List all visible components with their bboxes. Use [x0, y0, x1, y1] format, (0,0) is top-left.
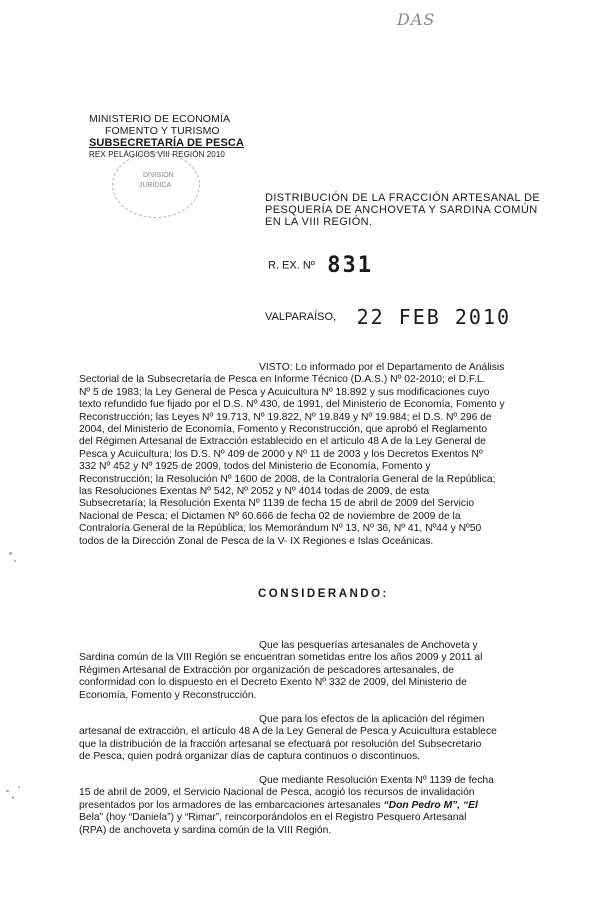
- visto-paragraph: [79, 362, 520, 548]
- visto-line: Nº 5 de 1983; la Ley General de Pesca y Acuicultura Nº 18.892 y sus modificaciones cuyo: [79, 386, 490, 398]
- visto-line: Reconstrucción; las Leyes Nº 19.713, Nº 19.822, Nº 19.849 y Nº 19.984; el D.S. Nº 296 de: [79, 411, 492, 423]
- scan-speck: [9, 552, 12, 555]
- visto-line: 332 Nº 452 y Nº 1925 de 2009, todos del Ministerio de Economía, Fomento y: [79, 461, 431, 473]
- considerando-line: Que para los efectos de la aplicación del régimen: [259, 714, 485, 725]
- visto-line: Sectorial de la Subsecretaría de Pesca en Informe Técnico (D.A.S.) Nº 02-2010; el D.F.L.: [79, 374, 486, 386]
- visto-line: Nacional de Pesca; el Dictamen Nº 60.666 de fecha 02 de noviembre de 2009 de la: [79, 510, 461, 522]
- ministry-line-1: MINISTERIO DE ECONOMÍA: [89, 113, 231, 125]
- considerando-paragraph-2: [79, 714, 520, 764]
- ministry-line-2: FOMENTO Y TURISMO: [105, 125, 220, 137]
- vessel-names: “Don Pedro M”, “El: [383, 799, 478, 811]
- reference-line: REX PELÁGICOS VIII REGIÓN 2010: [89, 150, 225, 159]
- considerando-line: Que las pesquerías artesanales de Anchoveta y: [259, 640, 478, 651]
- city: VALPARAÍSO,: [265, 311, 337, 323]
- considerando-line: Régimen Artesanal de Extracción por organización de pescadores artesanales, de: [79, 664, 454, 676]
- title-line-2: PESQUERÍA DE ANCHOVETA Y SARDINA COMÚN: [265, 204, 538, 216]
- scan-speck: [6, 790, 9, 792]
- considerando-paragraph-1: [79, 640, 520, 702]
- visto-line: Subsecretaría; la Resolución Exenta Nº 1139 de fecha 15 de abril de 2009 del Servicio: [79, 498, 475, 510]
- considerando-line: que la distribución de la fracción artesanal se efectuará por resolución del Subsecretario: [79, 738, 482, 750]
- visto-line: del Régimen Artesanal de Extracción establecido en el artículo 48 A de la Ley General de: [79, 436, 486, 448]
- resolution-number: 831: [327, 253, 374, 278]
- title-line-3: EN LA VIII REGIÓN.: [265, 216, 373, 228]
- resolution-number-row: [268, 253, 373, 278]
- title-line-1: DISTRIBUCIÓN DE LA FRACCIÓN ARTESANAL DE: [265, 192, 541, 204]
- visto-line: texto refundido fue fijado por el D.S. Nº 430, de 1991, del Ministerio de Economía, Fomento y: [79, 399, 505, 411]
- subsecretaria-heading: SUBSECRETARÍA DE PESCA: [89, 137, 244, 149]
- considerando-heading: CONSIDERANDO:: [258, 588, 389, 600]
- scan-speck: [14, 560, 16, 562]
- resolution-label: R. EX. Nº: [268, 259, 315, 272]
- considerando-line: (RPA) de anchoveta y sardina común de la VIII Región.: [79, 824, 332, 836]
- place-date-row: [265, 305, 511, 329]
- considerando-line: Sardina común de la VIII Región se encuentran sometidas entre los años 2009 y 2011 al: [79, 652, 483, 664]
- considerando-line: Economía, Fomento y Reconstrucción.: [79, 689, 257, 701]
- visto-line: Pesca y Acuicultura; los D.S. Nº 409 de 2000 y Nº 11 de 2003 y los Decretos Exentos Nº: [79, 448, 483, 460]
- document-title: [265, 192, 585, 228]
- considerando-line: [79, 800, 520, 812]
- date-stamp: 22 FEB 2010: [356, 305, 512, 329]
- handwritten-tag: DAS: [397, 10, 436, 29]
- stamp-text-1: DIVISIÓN: [143, 172, 174, 179]
- visto-line: las Resoluciones Exentas Nº 542, Nº 2052 y Nº 4014 todas de 2009, de esta: [79, 486, 430, 498]
- considerando-line: artesanal de extracción, el artículo 48 A de la Ley General de Pesca y Acuicultura establece: [79, 726, 497, 738]
- visto-line: Reconstrucción; la Resolución Nº 1600 de 2008, de la Contraloría General de la República;: [79, 473, 496, 485]
- scan-speck: [12, 796, 14, 799]
- considerando-line: Que mediante Resolución Exenta Nº 1139 de fecha: [259, 775, 494, 786]
- considerando-line: Bela” (hoy “Daniela”) y “Rimar”, reincorporándolos en el Registro Pesquero Artesanal: [79, 812, 467, 824]
- considerando-line: conformidad con lo dispuesto en el Decreto Exento Nº 332 de 2009, del Ministerio de: [79, 677, 467, 689]
- division-stamp: [112, 152, 200, 218]
- considerando-line: de Pesca, quien podrá organizar días de captura continuos o discontinuos.: [79, 751, 421, 763]
- visto-line: todos de la Dirección Zonal de Pesca de la V- IX Regiones e Islas Oceánicas.: [79, 535, 434, 547]
- visto-line: 2004, del Ministerio de Economía, Fomento y Reconstrucción, que aprobó el Reglamento: [79, 424, 488, 436]
- visto-line: VISTO: Lo informado por el Departamento de Análisis: [259, 362, 505, 373]
- considerando-line-text: presentados por los armadores de las embarcaciones artesanales: [79, 799, 381, 811]
- scan-speck: [18, 786, 20, 788]
- considerando-paragraph-3: [79, 775, 520, 837]
- considerando-line: 15 de abril de 2009, el Servicio Nacional de Pesca, acogió los recursos de invalidación: [79, 787, 475, 799]
- stamp-text-2: JURÍDICA: [139, 182, 172, 189]
- visto-line: Contraloría General de la República; los Memorándum Nº 13, Nº 36, Nº 41, Nº44 y Nº50: [79, 523, 482, 535]
